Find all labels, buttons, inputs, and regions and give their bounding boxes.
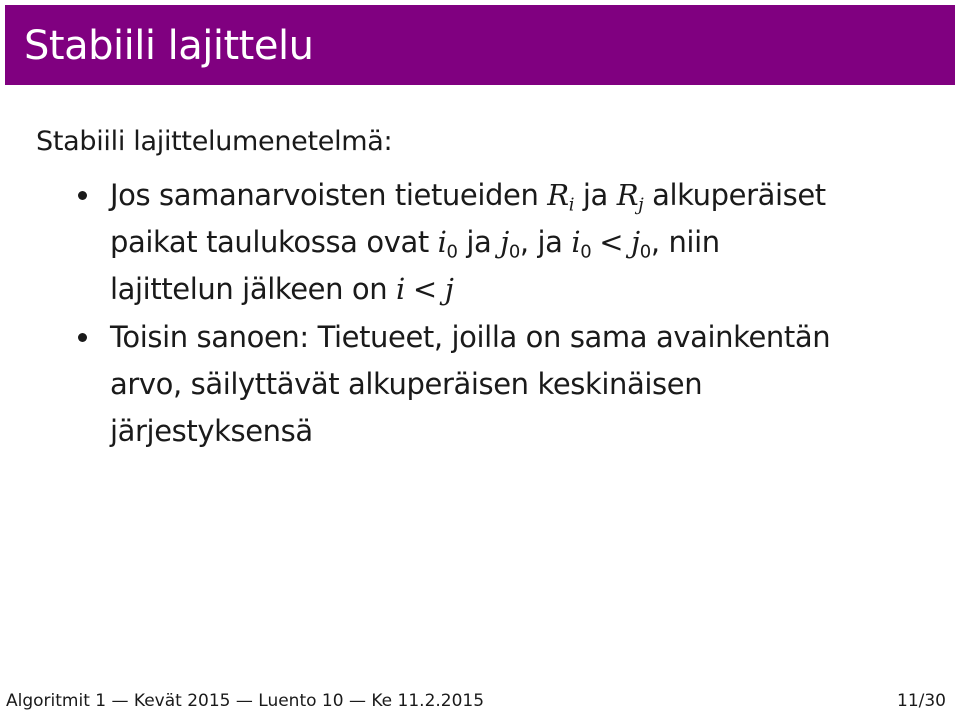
- math-i-less-j: i < j: [396, 272, 454, 306]
- text-segment: ja: [574, 178, 617, 212]
- math-i0-less-j0: $i_0 < j_0$: [571, 225, 651, 263]
- bullet-dot-icon: [78, 191, 87, 200]
- footer-course-info: Algoritmit 1 — Kevät 2015 — Luento 10 — Ke 11.2.2015: [6, 691, 485, 711]
- slide-footer: [0, 688, 960, 715]
- bullet-item-stability-definition: [110, 172, 900, 313]
- intro-text: Stabiili lajittelumenetelmä:: [36, 126, 393, 157]
- bullet-line: [110, 172, 900, 219]
- bullet-line: järjestyksensä: [110, 414, 313, 448]
- bullet-line: Toisin sanoen: Tietueet, joilla on sama avainkentän: [110, 320, 831, 354]
- text-segment: ja: [457, 225, 501, 259]
- math-R-i: $R_i$: [547, 178, 575, 216]
- bullet-line: [110, 266, 900, 313]
- math-i0: $i_0$: [437, 225, 458, 263]
- math-R-j: $R_j$: [616, 178, 644, 216]
- bullet-dot-icon: [78, 333, 87, 342]
- bullet-line: [110, 219, 900, 266]
- text-segment: , ja: [519, 225, 572, 259]
- text-segment: alkuperäiset: [643, 178, 826, 212]
- text-segment: lajittelun jälkeen on: [110, 272, 397, 306]
- slide-title-bar: [5, 5, 955, 85]
- bullet-item-stability-explanation: [110, 314, 900, 455]
- text-segment: paikat taulukossa ovat: [110, 225, 438, 259]
- math-j0: $j_0$: [500, 225, 520, 263]
- footer-page-number: 11/30: [897, 691, 946, 711]
- text-segment: , niin: [650, 225, 720, 259]
- bullet-line: arvo, säilyttävät alkuperäisen keskinäisen: [110, 367, 703, 401]
- text-segment: Jos samanarvoisten tietueiden: [110, 178, 548, 212]
- slide-title: Stabiili lajittelu: [24, 23, 314, 69]
